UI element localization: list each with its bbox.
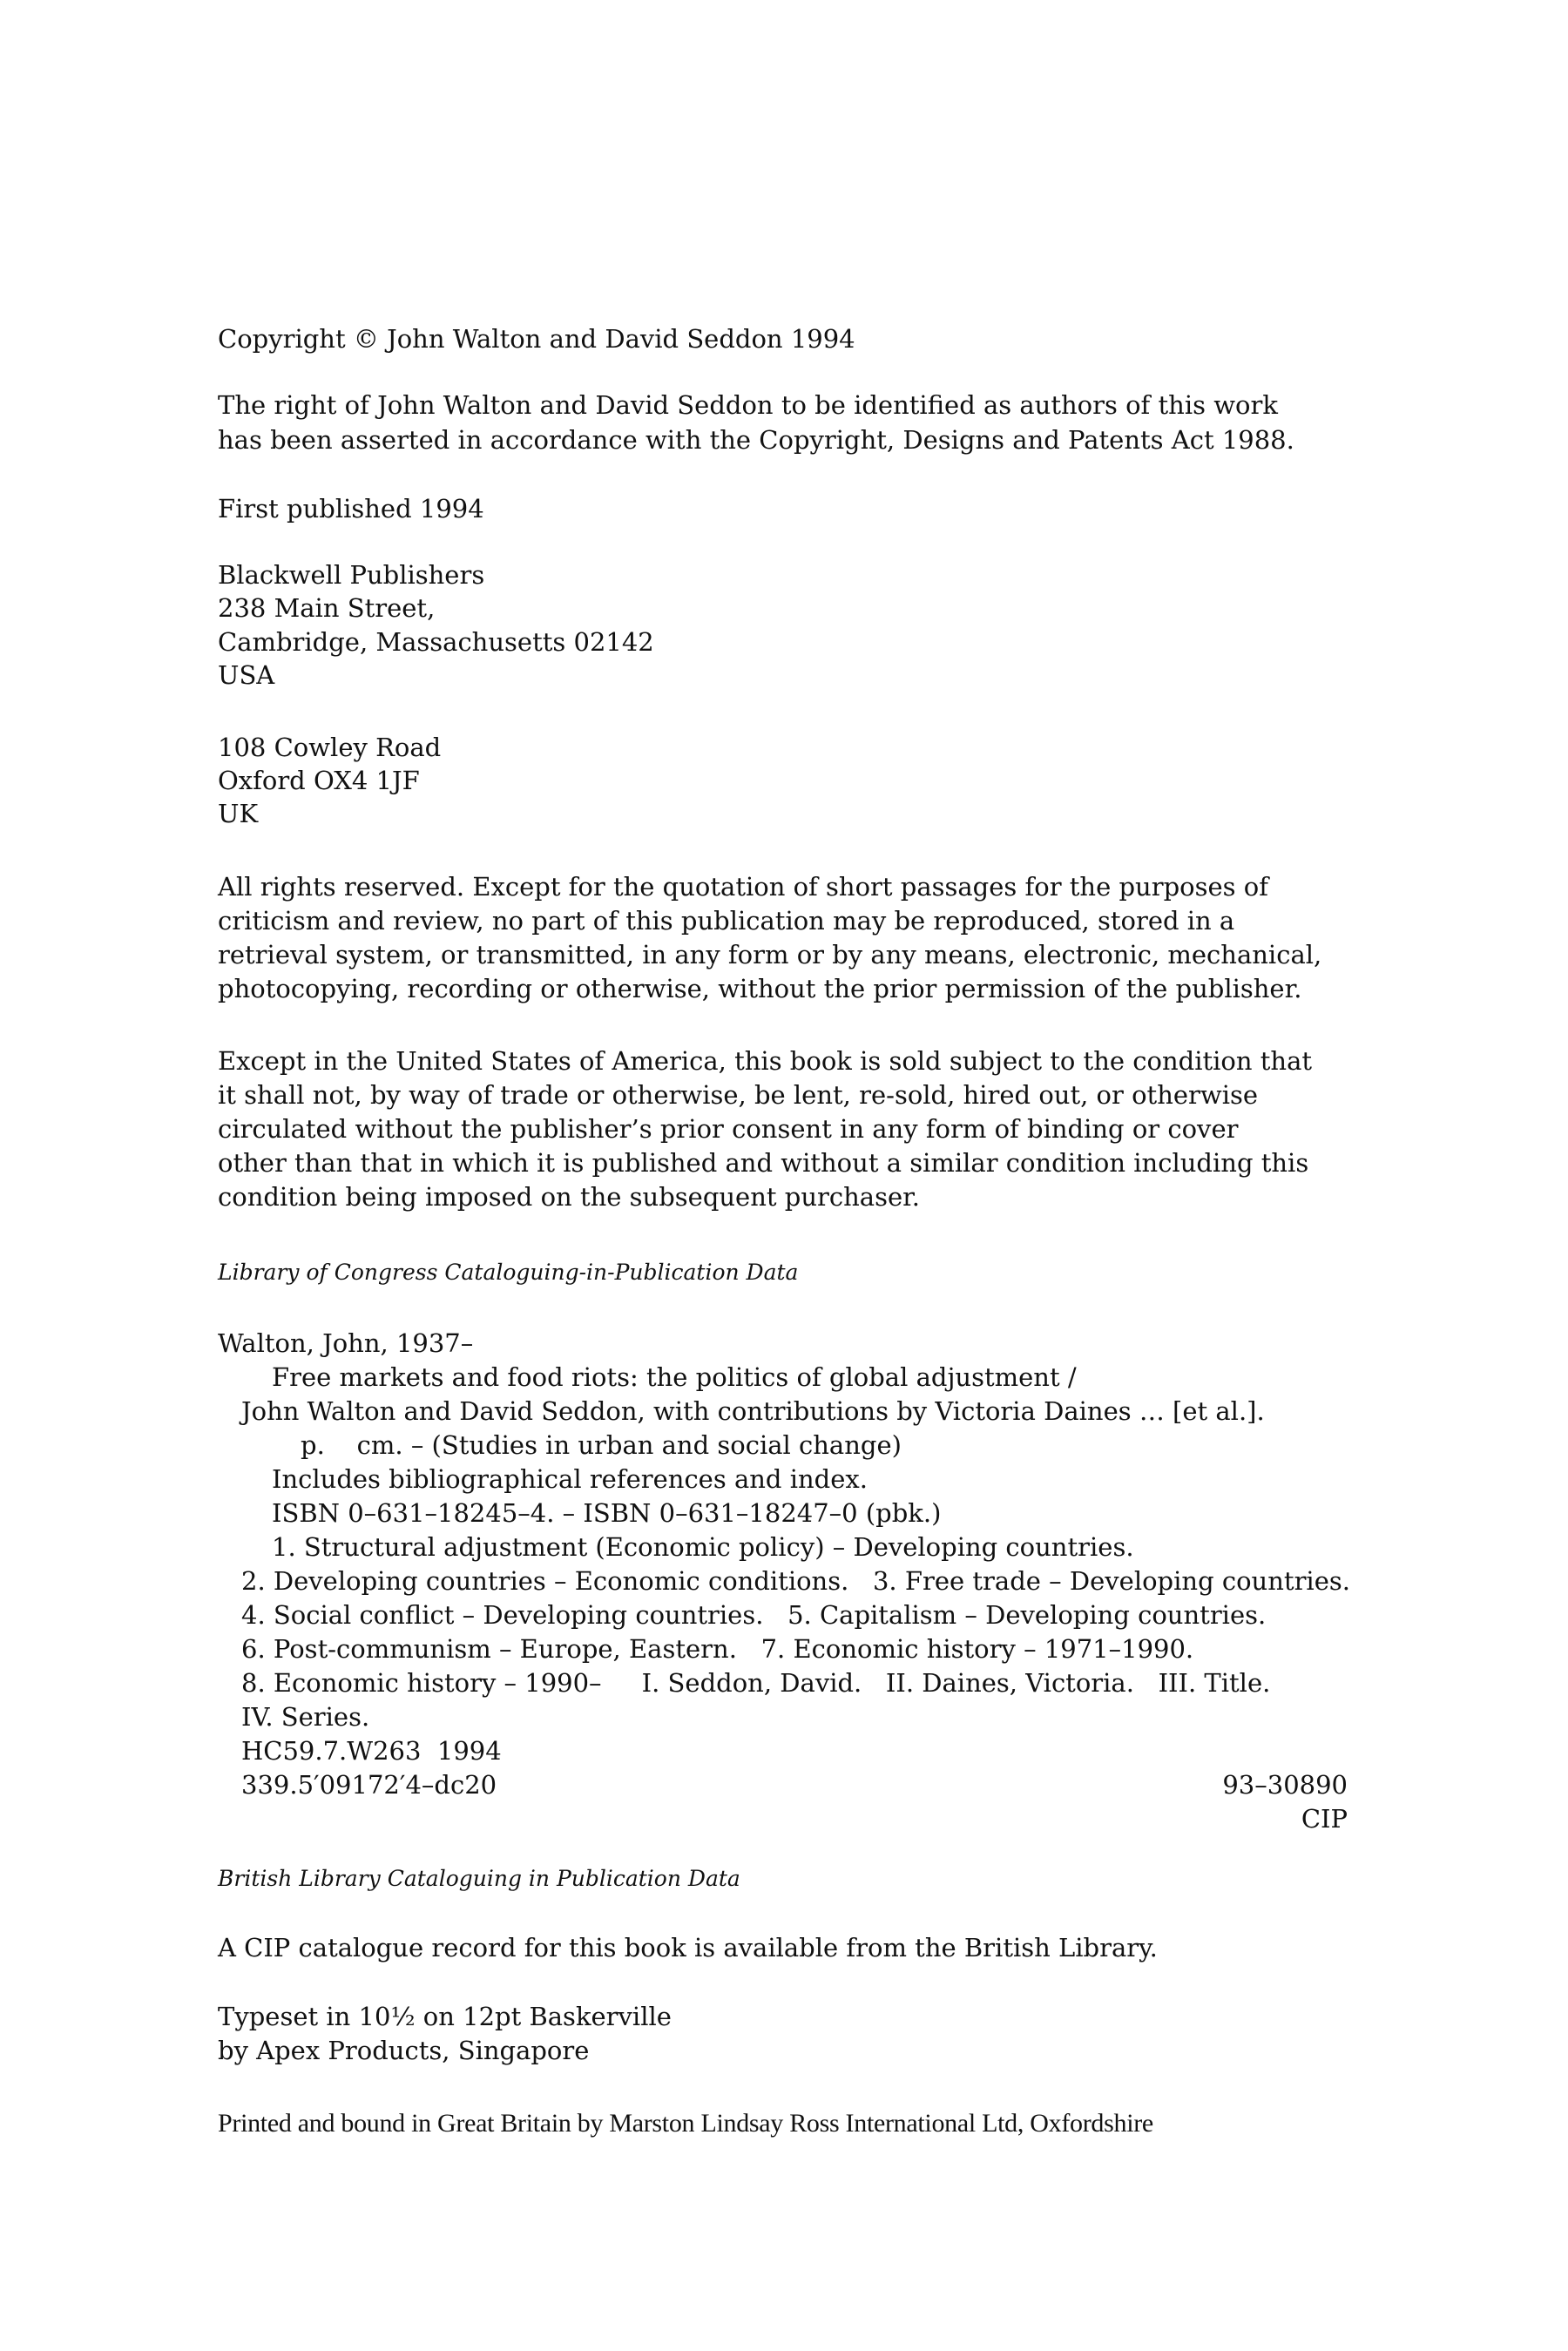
loc-entry-line: Walton, John, 1937– (218, 1328, 474, 1358)
publisher-name: Blackwell Publishers (218, 560, 485, 590)
uk-street: 108 Cowley Road (218, 733, 442, 762)
loc-entry-line: IV. Series. (241, 1702, 370, 1732)
rights-reserved-line: retrieval system, or transmitted, in any form or by any means, electronic, mechanical, (218, 940, 1322, 969)
loc-entry-line: 339.5′09172′4–dc20 (241, 1770, 497, 1800)
rights-asserted-line: has been asserted in accordance with the Copyright, Designs and Patents Act 1988. (218, 425, 1294, 455)
uk-country: UK (218, 799, 259, 828)
uk-city: Oxford OX4 1JF (218, 766, 420, 795)
sale-condition-line: Except in the United States of America, this book is sold subject to the condition that (218, 1046, 1313, 1076)
printed-line: Printed and bound in Great Britain by Marston Lindsay Ross International Ltd, Oxfordshire (218, 2109, 1153, 2138)
sale-condition-line: circulated without the publisher’s prior consent in any form of binding or cover (218, 1114, 1239, 1144)
loc-entry-line: HC59.7.W263 1994 (241, 1736, 502, 1766)
loc-entry-line: 6. Post-communism – Europe, Eastern. 7. Economic history – 1971–1990. (241, 1634, 1194, 1664)
us-country: USA (218, 660, 275, 690)
copyright-line: Copyright © John Walton and David Seddon 1994 (218, 324, 855, 354)
us-street: 238 Main Street, (218, 593, 436, 623)
loc-entry-line: 4. Social conflict – Developing countries. 5. Capitalism – Developing countries. (241, 1600, 1267, 1630)
rights-asserted-line: The right of John Walton and David Seddon to be identified as authors of this work (218, 390, 1278, 420)
loc-entry-line: John Walton and David Seddon, with contributions by Victoria Daines … [et al.]. (241, 1396, 1265, 1426)
sale-condition-line: it shall not, by way of trade or otherwise, be lent, re-sold, hired out, or otherwise (218, 1080, 1259, 1110)
rights-reserved-line: All rights reserved. Except for the quotation of short passages for the purposes of (218, 872, 1268, 902)
loc-entry-line: 2. Developing countries – Economic conditions. 3. Free trade – Developing countries. (241, 1566, 1350, 1596)
loc-control-number: 93–30890 (1222, 1770, 1348, 1800)
bl-record-line: A CIP catalogue record for this book is available from the British Library. (218, 1933, 1158, 1963)
typeset-line: Typeset in 10½ on 12pt Baskerville (218, 2002, 672, 2031)
loc-entry-line: Free markets and food riots: the politics of global adjustment / (272, 1362, 1077, 1392)
rights-reserved-line: criticism and review, no part of this publication may be reproduced, stored in a (218, 906, 1235, 936)
loc-entry-line: p. cm. – (Studies in urban and social change) (301, 1430, 902, 1460)
sale-condition-line: other than that in which it is published and without a similar condition including this (218, 1148, 1309, 1178)
rights-reserved-line: photocopying, recording or otherwise, without the prior permission of the publisher. (218, 974, 1302, 1003)
sale-condition-line: condition being imposed on the subsequent purchaser. (218, 1182, 921, 1212)
us-city: Cambridge, Massachusetts 02142 (218, 627, 654, 657)
loc-cip-label: CIP (1301, 1804, 1348, 1834)
loc-entry-line: 8. Economic history – 1990– I. Seddon, David. II. Daines, Victoria. III. Title. (241, 1668, 1271, 1698)
loc-entry-line: 1. Structural adjustment (Economic policy) – Developing countries. (272, 1532, 1134, 1562)
loc-entry-line: ISBN 0–631–18245–4. – ISBN 0–631–18247–0 (pbk.) (272, 1498, 942, 1528)
loc-heading: Library of Congress Cataloguing-in-Publication Data (218, 1260, 799, 1285)
first-published-line: First published 1994 (218, 494, 484, 524)
loc-entry-line: Includes bibliographical references and index. (272, 1464, 868, 1494)
bl-heading: British Library Cataloguing in Publication Data (218, 1866, 740, 1891)
typeset-line: by Apex Products, Singapore (218, 2036, 590, 2065)
